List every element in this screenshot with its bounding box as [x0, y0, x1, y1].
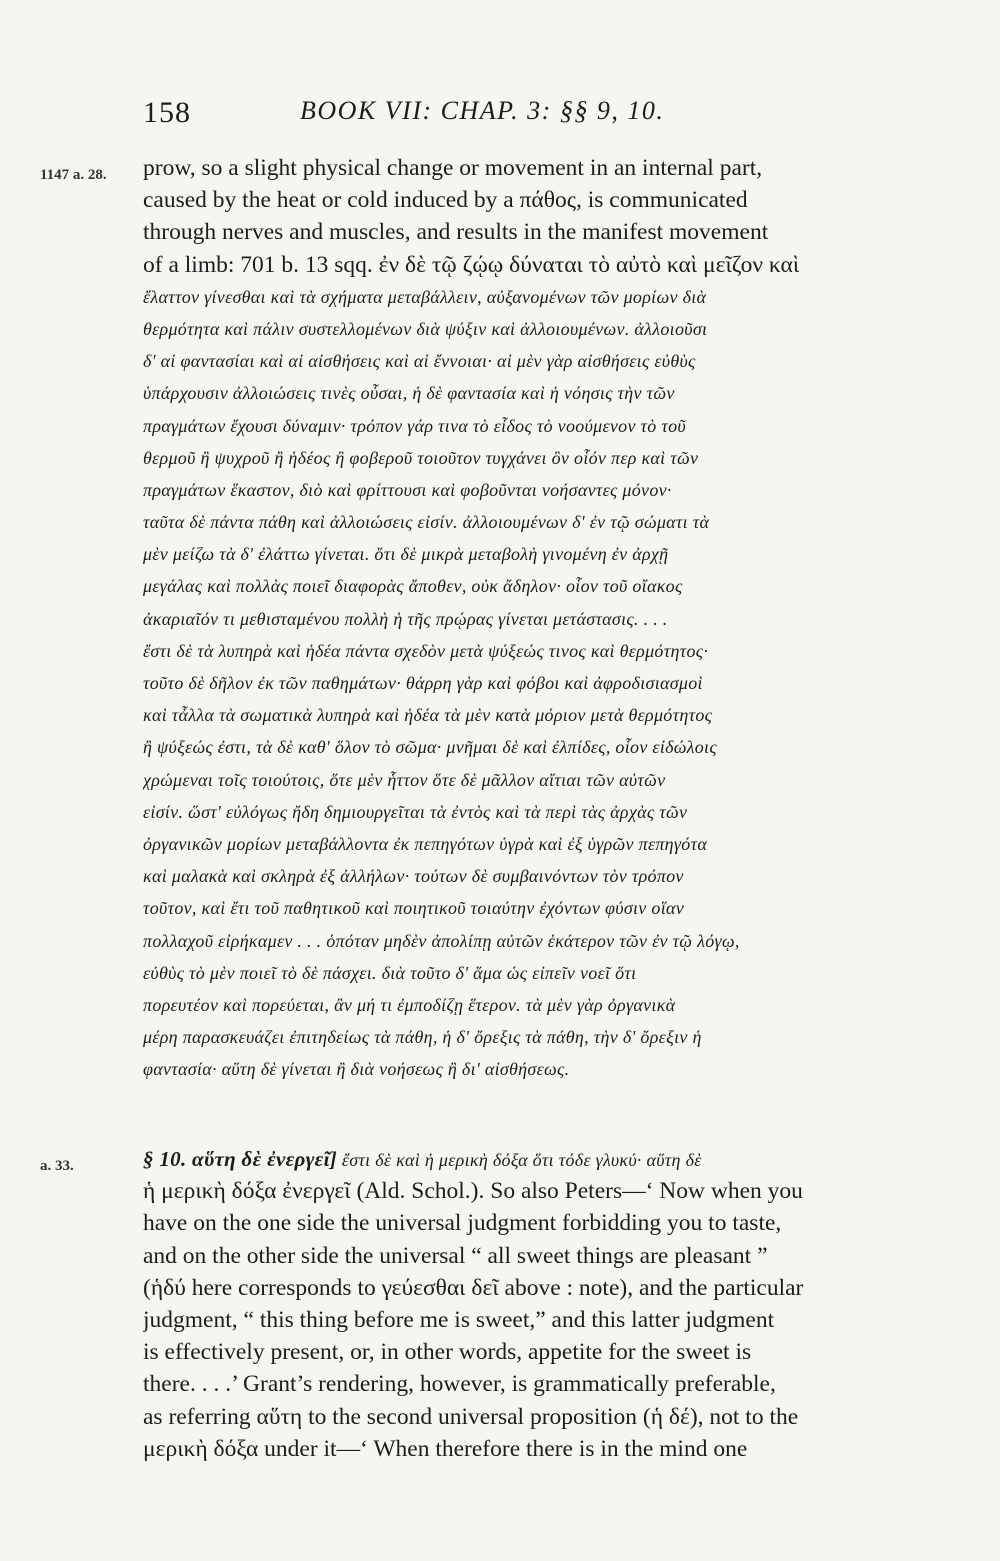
greek-quote-line: πραγμάτων ἔχουσι δύναμιν· τρόπον γάρ τινα τὸ εἶδος τὸ νοούμενον τὸ τοῦ	[143, 415, 686, 436]
greek-quote-line: τοῦτο δὲ δῆλον ἐκ τῶν παθημάτων· θάρρη γὰρ καὶ φόβοι καὶ ἀφροδισιασμοὶ	[143, 673, 703, 693]
text-line: prow, so a slight physical change or movement in an internal part,	[143, 155, 763, 181]
text-line: as referring αὕτη to the second universal proposition (ἡ δέ), not to the	[143, 1403, 799, 1430]
page-header	[0, 96, 1000, 146]
text-line: is effectively present, or, in other words, appetite for the sweet is	[143, 1339, 752, 1366]
greek-quote-line: πραγμάτων ἕκαστον, διὸ καὶ φρίττουσι καὶ φοβοῦνται νοήσαντες μόνον·	[143, 479, 672, 500]
text-line: judgment, “ this thing before me is sweet,” and this latter judgment	[143, 1306, 775, 1333]
text-line: μερικὴ δόξα under it—‘ When therefore there is in the mind one	[143, 1435, 748, 1462]
greek-quote-line: μεγάλας καὶ πολλὰς ποιεῖ διαφορὰς ἄποθεν, οὐκ ἄδηλον· οἷον τοῦ οἴακος	[143, 576, 683, 597]
section-10-paragraph	[143, 1143, 911, 1465]
greek-quote-line: εἰσίν. ὥστ' εὐλόγως ἤδη δημιουργεῖται τὰ ἐντὸς καὶ τὰ περὶ τὰς ἀρχὰς τῶν	[143, 801, 688, 822]
greek-quote-line: εὐθὺς τὸ μὲν ποιεῖ τὸ δὲ πάσχει. διὰ τοῦτο δ' ἅμα ὡς εἰπεῖν νοεῖ ὅτι	[143, 962, 637, 983]
commentary-paragraph	[143, 152, 911, 1085]
greek-quote-line: χρώμεναι τοῖς τοιούτοις, ὅτε μὲν ἧττον ὅτε δὲ μᾶλλον αἴτιαι τῶν αὐτῶν	[143, 769, 666, 790]
greek-quote-line: ἔστι δὲ τὰ λυπηρὰ καὶ ἡδέα πάντα σχεδὸν μετὰ ψύξεώς τινος καὶ θερμότητος·	[143, 640, 709, 661]
greek-quote-line: πορευτέον καὶ πορεύεται, ἂν μή τι ἐμποδίζῃ ἕτερον. τὰ μὲν γὰρ ὀργανικὰ	[143, 994, 676, 1015]
greek-quote-line: μὲν μείζω τὰ δ' ἐλάττω γίνεται. ὅτι δὲ μικρὰ μεταβολὴ γινομένη ἐν ἀρχῇ	[143, 544, 669, 565]
lemma-gloss: ἔστι δὲ καὶ ἡ μερικὴ δόξα ὅτι τόδε γλυκύ· αὕτη δὲ	[337, 1150, 702, 1170]
running-head: BOOK VII: CHAP. 3: §§ 9, 10.	[300, 96, 665, 125]
greek-quote-line: φαντασία· αὕτη δὲ γίνεται ἢ διὰ νοήσεως ἢ δι' αἰσθήσεως.	[143, 1059, 570, 1080]
margin-reference: a. 33.	[40, 1158, 74, 1174]
greek-quote-line: δ' αἱ φαντασίαι καὶ αἱ αἰσθήσεις καὶ αἱ ἔννοιαι· αἱ μὲν γὰρ αἰσθήσεις εὐθὺς	[143, 351, 696, 372]
greek-quote-line: τοῦτον, καὶ ἔτι τοῦ παθητικοῦ καὶ ποιητικοῦ τοιαύτην ἐχόντων φύσιν οἵαν	[143, 898, 685, 919]
text-line	[143, 1143, 911, 1175]
greek-quote-line: ταῦτα δὲ πάντα πάθη καὶ ἀλλοιώσεις εἰσίν. ἀλλοιουμένων δ' ἐν τῷ σώματι τὰ	[143, 512, 710, 533]
section-label: § 10. αὕτη δὲ ἐνεργεῖ]	[143, 1147, 338, 1171]
greek-quote-line: καὶ μαλακὰ καὶ σκληρὰ ἐξ ἀλλήλων· τούτων δὲ συμβαινόντων τὸν τρόπον	[143, 866, 684, 887]
text-line: ἡ μερικὴ δόξα ἐνεργεῖ (Ald. Schol.). So also Peters—‘ Now when you	[143, 1178, 803, 1205]
greek-quote-line: θερμότητα καὶ πάλιν συστελλομένων διὰ ψύξιν καὶ ἀλλοιουμένων. ἀλλοιοῦσι	[143, 318, 708, 339]
greek-quote-line: ἔλαττον γίνεσθαι καὶ τὰ σχήματα μεταβάλλειν, αὐξανομένων τῶν μορίων διὰ	[143, 286, 707, 307]
greek-quote-line: ἀκαριαῖόν τι μεθισταμένου πολλὴ ἡ τῆς πρῴρας γίνεται μετάστασις. . . .	[143, 608, 668, 629]
text-line: through nerves and muscles, and results in the manifest movement	[143, 219, 769, 246]
greek-quote-line: ὑπάρχουσιν ἀλλοιώσεις τινὲς οὖσαι, ἡ δὲ φαντασία καὶ ἡ νόησις τὴν τῶν	[143, 383, 675, 404]
text-line: and on the other side the universal “ all sweet things are pleasant ”	[143, 1242, 768, 1269]
text-line: there. . . .’ Grant’s rendering, however, is grammatically preferable,	[143, 1371, 776, 1398]
margin-reference: 1147 a. 28.	[40, 167, 107, 183]
greek-quote-line: μέρη παρασκευάζει ἐπιτηδείως τὰ πάθη, ἡ δ' ὄρεξις τὰ πάθη, τὴν δ' ὄρεξιν ἡ	[143, 1027, 702, 1048]
greek-quote-line: πολλαχοῦ εἰρήκαμεν . . . ὁπόταν μηδὲν ἀπολίπῃ αὐτῶν ἑκάτερον τῶν ἐν τῷ λόγῳ,	[143, 930, 740, 951]
page-number: 158	[143, 96, 191, 129]
text-line: caused by the heat or cold induced by a πάθος, is communicated	[143, 187, 748, 214]
greek-quote-line: ἢ ψύξεώς ἐστι, τὰ δὲ καθ' ὅλον τὸ σῶμα· μνῆμαι δὲ καὶ ἐλπίδες, οἷον εἰδώλοις	[143, 737, 717, 758]
text-line: of a limb: 701 b. 13 sqq. ἐν δὲ τῷ ζῴῳ δύναται τὸ αὐτὸ καὶ μεῖζον καὶ	[143, 251, 800, 278]
text-line: have on the one side the universal judgment forbidding you to taste,	[143, 1210, 782, 1237]
greek-quote-line: ὀργανικῶν μορίων μεταβάλλοντα ἐκ πεπηγότων ὑγρὰ καὶ ἐξ ὑγρῶν πεπηγότα	[143, 833, 708, 854]
greek-quote-line: θερμοῦ ἢ ψυχροῦ ἢ ἡδέος ἢ φοβεροῦ τοιοῦτον τυγχάνει ὂν οἷόν περ καὶ τῶν	[143, 447, 699, 468]
text-line: (ἡδύ here corresponds to γεύεσθαι δεῖ above : note), and the particular	[143, 1274, 804, 1301]
greek-quote-line: καὶ τἆλλα τὰ σωματικὰ λυπηρὰ καὶ ἡδέα τὰ μὲν κατὰ μόριον μετὰ θερμότητος	[143, 705, 713, 726]
